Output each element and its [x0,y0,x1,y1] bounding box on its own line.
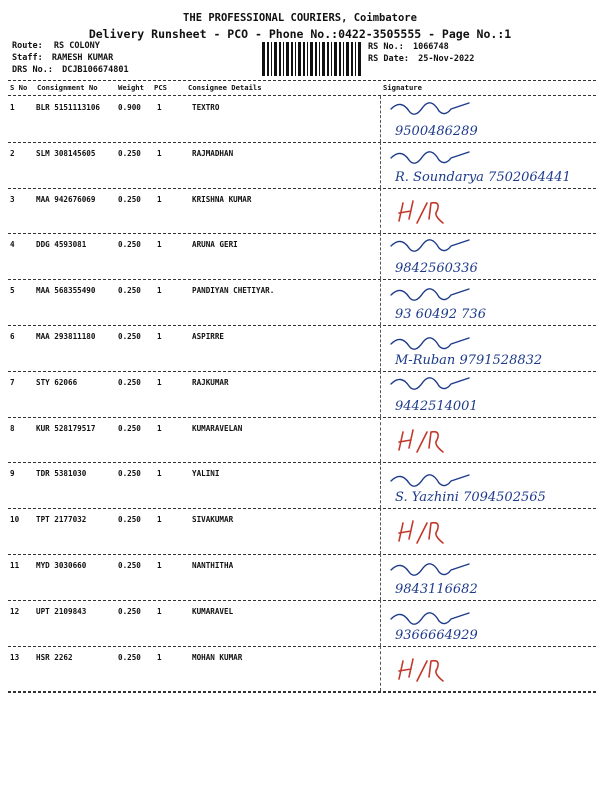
row-weight: 0.250 [118,515,141,525]
row-consignment-no: MYD 3030660 [36,561,87,570]
signature-divider [380,462,381,508]
row-pcs: 1 [157,469,162,479]
barcode-bar [351,42,353,76]
row-weight: 0.250 [118,606,141,616]
staff-value: RAMESH KUMAR [51,53,114,63]
route-value: RS COLONY [53,41,100,51]
page-title: THE PROFESSIONAL COURIERS, Coimbatore [183,12,417,24]
signature-divider [380,96,381,142]
barcode-bar [315,42,317,76]
row-pcs: 1 [157,240,162,250]
row-sno: 4 [10,240,15,250]
barcode-bar [291,42,293,76]
handwritten-signature [385,509,590,555]
row-consignment-no: DDG 4593081 [36,240,87,250]
drs-line [12,65,129,75]
row-pcs: 1 [157,103,162,112]
signature-divider [380,142,381,188]
row-weight: 0.250 [118,286,141,296]
row-pcs: 1 [157,561,162,570]
row-weight: 0.250 [118,377,141,387]
barcode-bar [319,42,320,76]
row-weight: 0.250 [118,332,141,341]
staff-line [12,53,113,63]
signature-divider [380,554,381,600]
row-weight: 0.250 [118,423,141,433]
row-consignee: YALINI [192,469,220,479]
row-consignment-no: MAA 942676069 [36,194,96,204]
row-pcs: 1 [157,515,162,525]
row-weight: 0.250 [118,194,141,204]
signature-note: M-Ruban 9791528832 [395,353,543,368]
barcode-bar [303,42,305,76]
row-weight: 0.250 [118,148,141,158]
row-weight: 0.250 [118,561,141,570]
header-bottom-rule [8,95,596,96]
col-header-sno: S No [10,83,28,92]
handwritten-signature [385,463,590,509]
row-consignee: RAJMADHAN [192,148,234,158]
row-weight: 0.900 [118,103,141,112]
drs-label: DRS No.: [12,65,53,75]
signature-divider [380,325,381,371]
handwritten-signature [385,189,590,235]
rs-date-line [368,54,474,64]
header-top-rule [8,80,596,81]
row-consignment-no: BLR 5151113106 [36,103,101,112]
signature-note: 9500486289 [395,124,478,139]
row-pcs: 1 [157,194,162,204]
barcode-bar [262,42,265,76]
row-consignment-no: STY 62066 [36,377,78,387]
row-consignee: SIVAKUMAR [192,515,234,525]
barcode-bar [331,42,332,76]
barcode-bar [346,42,349,76]
table-header [8,83,596,93]
row-sno: 9 [10,469,15,479]
row-sno: 5 [10,286,15,296]
rs-no-value: 1066748 [412,42,449,52]
row-sno: 6 [10,332,15,341]
row-pcs: 1 [157,148,162,158]
signature-note: 9442514001 [395,398,478,414]
row-consignee: ARUNA GERI [192,240,238,250]
col-header-weight: Weight [118,83,144,92]
row-consignment-no: TDR 5381030 [36,469,87,479]
handwritten-signature [385,143,590,189]
barcode-bar [358,42,361,76]
signature-divider [380,646,381,692]
col-header-consignee: Consignee Details [188,83,262,92]
barcode-bar [355,42,356,76]
table-end-rule [8,692,596,693]
barcode-bar [286,42,289,76]
row-pcs: 1 [157,606,162,616]
handwritten-signature [385,418,590,464]
row-consignment-no: UPT 2109843 [36,606,87,616]
signature-divider [380,279,381,325]
signature-note: 9843116682 [395,582,478,597]
row-sno: 8 [10,423,15,433]
rs-date-label: RS Date: [368,54,409,64]
row-weight: 0.250 [118,469,141,479]
barcode [262,42,362,76]
col-header-signature: Signature [383,83,422,92]
barcode-bar [274,42,277,76]
row-consignee: KUMARAVEL [192,606,234,616]
barcode-bar [279,42,281,76]
row-sno: 1 [10,103,15,112]
signature-divider [380,371,381,417]
handwritten-signature [385,372,590,418]
col-header-consignment: Consignment No [37,83,98,92]
handwritten-signature [385,280,590,326]
handwritten-signature [385,234,590,280]
drs-value: DCJB106674801 [62,65,129,75]
handwritten-signature [385,326,590,372]
rs-date-value: 25-Nov-2022 [418,54,475,64]
row-consignee: ASPIRRE [192,332,225,341]
row-sno: 3 [10,194,15,204]
route-label: Route: [12,41,43,51]
signature-divider [380,600,381,646]
rs-no-line [368,42,449,52]
handwritten-signature [385,601,590,647]
row-pcs: 1 [157,377,162,387]
row-pcs: 1 [157,332,162,341]
row-sno: 2 [10,148,15,158]
row-consignee: KRISHNA KUMAR [192,194,252,204]
row-weight: 0.250 [118,652,141,662]
row-consignee: MOHAN KUMAR [192,652,243,662]
row-consignment-no: MAA 568355490 [36,286,96,296]
row-sno: 10 [10,515,20,525]
barcode-bar [322,42,325,76]
row-consignment-no: TPT 2177032 [36,515,87,525]
row-pcs: 1 [157,286,162,296]
page-subtitle: Delivery Runsheet - PCO - Phone No.:0422-3505555 - Page No.:1 [88,27,512,41]
route-line [12,41,100,51]
barcode-bar [334,42,337,76]
signature-divider [380,188,381,234]
row-consignment-no: HSR 2262 [36,652,73,662]
row-pcs: 1 [157,423,162,433]
row-consignment-no: SLM 308145605 [36,148,96,158]
barcode-bar [295,42,296,76]
barcode-bar [283,42,284,76]
row-consignee: PANDIYAN CHETIYAR. [192,286,275,296]
row-weight: 0.250 [118,240,141,250]
row-consignee: TEXTRO [192,103,220,112]
col-header-pcs: PCS [154,83,167,92]
handwritten-signature [385,97,590,143]
row-sno: 7 [10,377,15,387]
barcode-bar [307,42,308,76]
row-sno: 12 [10,606,20,616]
row-consignee: KUMARAVELAN [192,423,243,433]
barcode-bar [298,42,301,76]
handwritten-signature [385,647,590,693]
signature-note: R. Soundarya 7502064441 [395,169,571,185]
barcode-bar [343,42,344,76]
signature-note: 93 60492 736 [395,307,486,323]
signature-divider [380,417,381,463]
signature-divider [380,508,381,554]
row-pcs: 1 [157,652,162,662]
signature-note: S. Yazhini 7094502565 [395,490,546,506]
rs-no-label: RS No.: [368,42,404,52]
barcode-bar [310,42,313,76]
barcode-bar [267,42,269,76]
row-sno: 13 [10,652,20,662]
barcode-bar [271,42,272,76]
barcode-bar [339,42,341,76]
handwritten-signature [385,555,590,601]
signature-divider [380,233,381,279]
row-consignment-no: MAA 293811180 [36,332,96,341]
staff-label: Staff: [12,53,43,63]
row-consignment-no: KUR 528179517 [36,423,96,433]
row-sno: 11 [10,561,20,570]
signature-note: 9842560336 [395,261,478,277]
row-consignee: RAJKUMAR [192,377,229,387]
signature-note: 9366664929 [395,627,478,643]
barcode-bar [327,42,329,76]
row-consignee: NANTHITHA [192,561,234,570]
